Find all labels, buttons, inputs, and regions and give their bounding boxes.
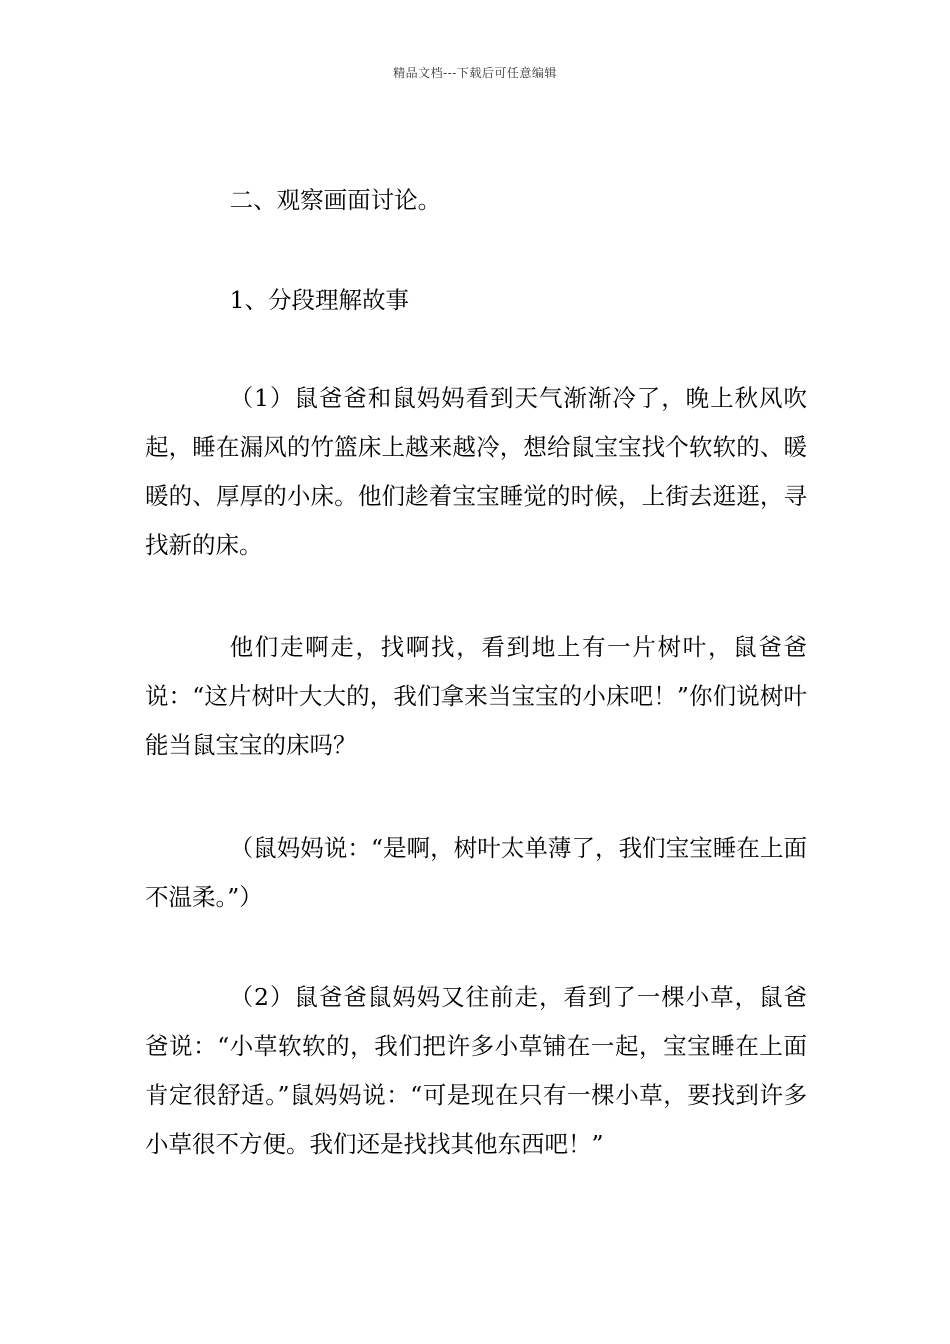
page-header: 精品文档---下载后可任意编辑 (393, 66, 557, 80)
paragraph-2: 他们走啊走，找啊找，看到地上有一片树叶，鼠爸爸说：“这片树叶大大的，我们拿来当宝宝的小床吧！”你们说树叶能当鼠宝宝的床吗？ (145, 633, 807, 759)
paragraph-3: （鼠妈妈说：“是啊，树叶太单薄了，我们宝宝睡在上面不温柔。”） (145, 834, 807, 911)
section-heading: 二、观察画面讨论。 (229, 186, 442, 214)
subsection-heading: 1、分段理解故事 (229, 286, 410, 314)
paragraph-1: （1）鼠爸爸和鼠妈妈看到天气渐渐冷了，晚上秋风吹起，睡在漏风的竹篮床上越来越冷，想给鼠宝宝找个软软的、暖暖的、厚厚的小床。他们趁着宝宝睡觉的时候，上街去逛逛，寻找新的床。 (145, 384, 807, 559)
paragraph-4: （2）鼠爸爸鼠妈妈又往前走，看到了一棵小草，鼠爸爸说：“小草软软的，我们把许多小草铺在一起，宝宝睡在上面肯定很舒适。”鼠妈妈说：“可是现在只有一棵小草，要找到许多小草很不方便。我们还是找找其他东西吧！” (145, 983, 807, 1158)
